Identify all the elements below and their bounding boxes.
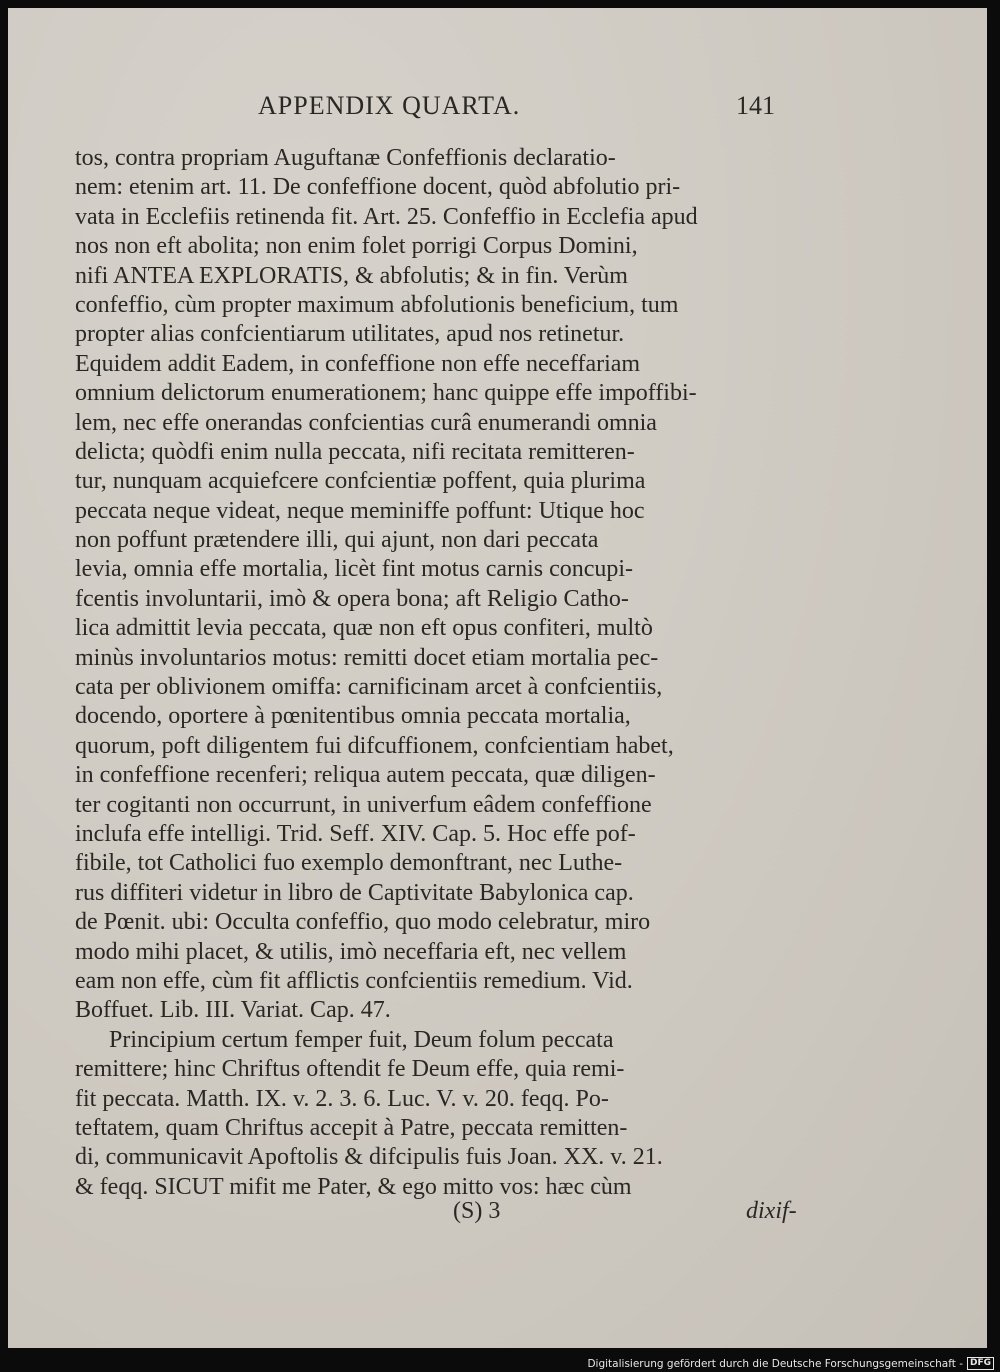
text-line: modo mihi placet, & utilis, imò neceffaria eft, nec vellem — [75, 938, 627, 965]
text-line: tos, contra propriam Auguftanæ Confeffionis declaratio- — [75, 145, 616, 171]
text-line: delicta; quòdfi enim nulla peccata, nifi recitata remitteren- — [75, 438, 635, 465]
text-line: tur, nunquam acquiefcere confcientiæ poffent, quia plurima — [75, 468, 646, 495]
text-line: fcentis involuntarii, imò & opera bona; aft Religio Catho- — [75, 585, 629, 612]
text-line: omnium delictorum enumerationem; hanc quippe effe impoffibi- — [75, 380, 697, 407]
text-line: nem: etenim art. 11. De confeffione docent, quòd abfolutio pri- — [75, 174, 681, 201]
text-line: nifi ANTEA EXPLORATIS, & abfolutis; & in fin. Verùm — [75, 262, 628, 289]
text-line: de Pœnit. ubi: Occulta confeffio, quo modo celebratur, miro — [75, 909, 651, 936]
text-line: confeffio, cùm propter maximum abfolutionis beneficium, tum — [75, 291, 679, 318]
text-line: teftatem, quam Chriftus accepit à Patre, peccata remitten- — [75, 1114, 628, 1141]
book-page — [8, 8, 987, 1348]
catchword: dixif- — [746, 1198, 797, 1224]
text-line: & feqq. SICUT mifit me Pater, & ego mitto vos: hæc cùm — [75, 1173, 632, 1200]
text-line: cata per oblivionem omiffa: carnificinam arcet à confcientiis, — [75, 674, 663, 701]
page-header — [8, 91, 987, 131]
text-line: fit peccata. Matth. IX. v. 2. 3. 6. Luc. V. v. 20. feqq. Po- — [75, 1085, 609, 1112]
digitization-credit — [587, 1357, 994, 1370]
running-title: APPENDIX QUARTA. — [258, 91, 521, 120]
text-line: in confeffione recenferi; reliqua autem peccata, quæ diligen- — [75, 762, 656, 789]
body-text — [75, 144, 805, 1202]
text-line: propter alias confcientiarum utilitates, apud nos retinetur. — [75, 321, 625, 348]
text-line: ter cogitanti non occurrunt, in univerfum eâdem confeffione — [75, 791, 652, 818]
credit-text: Digitalisierung gefördert durch die Deutsche Forschungsgemeinschaft - — [587, 1357, 963, 1370]
text-line: fibile, tot Catholici fuo exemplo demonftrant, nec Luthe- — [75, 850, 623, 877]
text-line: inclufa effe intelligi. Trid. Seff. XIV. Cap. 5. Hoc effe pof- — [75, 820, 636, 847]
text-line: minùs involuntarios motus: remitti docet etiam mortalia pec- — [75, 644, 659, 671]
text-line: Principium certum femper fuit, Deum folum peccata — [109, 1026, 614, 1053]
text-line: peccata neque videat, neque meminiffe poffunt: Utique hoc — [75, 497, 645, 524]
text-line: eam non effe, cùm fit afflictis confcientiis remedium. Vid. — [75, 967, 633, 994]
text-line: remittere; hinc Chriftus oftendit fe Deum effe, quia remi- — [75, 1056, 625, 1083]
text-line: vata in Ecclefiis retinenda fit. Art. 25. Confeffio in Ecclefia apud — [75, 203, 698, 230]
dfg-logo: DFG — [967, 1357, 994, 1370]
text-line: lica admittit levia peccata, quæ non eft opus confiteri, multò — [75, 615, 653, 642]
text-line: nos non eft abolita; non enim folet porrigi Corpus Domini, — [75, 233, 638, 260]
text-line: Boffuet. Lib. III. Variat. Cap. 47. — [75, 997, 391, 1024]
page-number: 141 — [736, 91, 775, 120]
text-line: non poffunt prætendere illi, qui ajunt, non dari peccata — [75, 527, 599, 554]
text-line: docendo, oportere à pœnitentibus omnia peccata mortalia, — [75, 703, 631, 730]
signature-mark: (S) 3 — [453, 1198, 501, 1224]
text-line: rus diffiteri videtur in libro de Captivitate Babylonica cap. — [75, 879, 634, 906]
text-line: levia, omnia effe mortalia, licèt fint motus carnis concupi- — [75, 556, 634, 583]
text-line: lem, nec effe onerandas confcientias curâ enumerandi omnia — [75, 409, 657, 436]
page-footer — [8, 1198, 987, 1234]
text-line: quorum, poft diligentem fui difcuffionem, confcientiam habet, — [75, 732, 674, 759]
text-line: Equidem addit Eadem, in confeffione non effe neceffariam — [75, 350, 641, 377]
text-line: di, communicavit Apoftolis & difcipulis fuis Joan. XX. v. 21. — [75, 1144, 663, 1171]
